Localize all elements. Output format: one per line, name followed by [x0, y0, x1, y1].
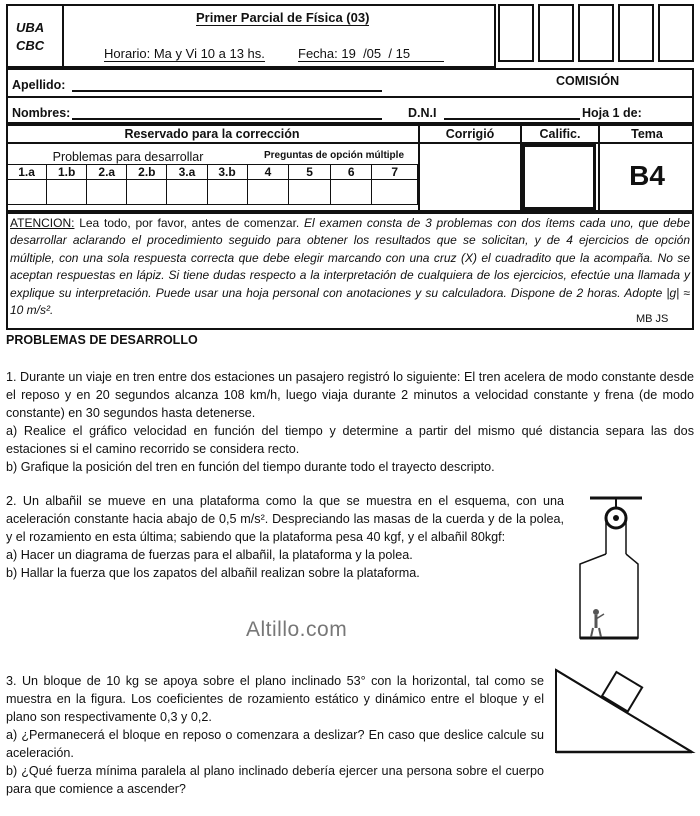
apellido-label: Apellido:	[12, 78, 66, 92]
p2-a: a) Hacer un diagrama de fuerzas para el albañil, la plataforma y la polea.	[6, 548, 413, 562]
score-cell[interactable]	[87, 180, 127, 205]
score-cell[interactable]	[47, 180, 87, 205]
problemas-label: Problemas para desarrollar	[52, 150, 204, 164]
p1-intro: 1. Durante un viaje en tren entre dos estaciones un pasajero registró lo siguiente: El tren acelera de modo constante desde el reposo y en 20 segundos alcanza 108 km/h, luego viaja durante 2 minutos a velocidad constante y frena (de modo constante) en 30 segundos hasta detenerse.	[6, 370, 694, 420]
horario-text: Horario: Ma y Vi 10 a 13 hs.	[104, 46, 265, 61]
score-cell[interactable]	[167, 180, 207, 205]
score-cell[interactable]	[247, 180, 289, 205]
col-2b: 2.b	[127, 165, 167, 180]
attention-text	[10, 215, 690, 319]
nombres-line[interactable]	[72, 118, 382, 120]
calific-label: Calific.	[539, 127, 581, 141]
section-title: PROBLEMAS DE DESARROLLO	[6, 333, 198, 347]
attention-italic: El examen consta de 3 problemas con dos ítems cada uno, que debe desarrollar aclarando el procedimiento seguido para obtener los resultados que se solicitan, y de 4 ejercicios de opción múltiple, con una sola respuesta correcta que debe elegir marcando con una cruz (X) el cuadradito que la acompaña. No se aceptan respuestas en lápiz. Si tiene dudas respecto a la interpretación de cualquiera de los ejercicios, efectúe una llamada y explique su interpretación. Puede usar una hoja personal con anotaciones y su calculadora. Dispone de 2 horas. Adopte |g| ≈ 10 m/s².	[10, 216, 691, 318]
fecha-year: / 15	[388, 46, 411, 61]
fecha-day: Fecha: 19	[298, 46, 356, 61]
personal-divider	[6, 96, 694, 98]
corner-box-1	[498, 4, 534, 62]
attention-label: ATENCION:	[10, 216, 75, 230]
col-3b: 3.b	[207, 165, 247, 180]
score-cell[interactable]	[207, 180, 247, 205]
attention-plain: Lea todo, por favor, antes de comenzar.	[74, 216, 304, 230]
calific-box[interactable]	[522, 144, 596, 210]
p2-b: b) Hallar la fuerza que los zapatos del albañil realizan sobre la plataforma.	[6, 566, 420, 580]
pulley-figure	[576, 494, 646, 644]
inclined-plane-figure	[552, 660, 696, 756]
p2-intro: 2. Un albañil se mueve en una plataforma como la que se muestra en el esquema, con una aceleración constante hacia abajo de 0,5 m/s². Despreciando las masas de la cuerda y de la polea, y el rozamiento en esta última; sabiendo que la plataforma pesa 40 kgf, y el albañil 80kgf:	[6, 494, 564, 544]
dni-line[interactable]	[444, 118, 580, 120]
score-cell[interactable]	[7, 180, 47, 205]
problem-1	[6, 368, 694, 476]
p1-b: b) Grafique la posición del tren en función del tiempo durante todo el trayecto descripto.	[6, 460, 495, 474]
watermark: Altillo.com	[246, 618, 348, 641]
reservado-label: Reservado para la corrección	[124, 127, 300, 141]
corner-box-5	[658, 4, 694, 62]
problem-3	[6, 672, 544, 798]
corner-box-3	[578, 4, 614, 62]
col-1a: 1.a	[7, 165, 47, 180]
apellido-line[interactable]	[72, 90, 382, 92]
tema-value: B4	[629, 160, 665, 191]
uba-cbc-divider	[62, 4, 64, 68]
fecha-text	[298, 46, 444, 62]
score-cell[interactable]	[372, 180, 418, 205]
comision-label: COMISIÓN	[556, 74, 620, 88]
uba-label: UBA	[16, 20, 45, 35]
corner-box-2	[538, 4, 574, 62]
p3-intro: 3. Un bloque de 10 kg se apoya sobre el plano inclinado 53° con la horizontal, tal como se muestra en la figura. Los coeficientes de rozamiento estático y dinámico entre el bloque y el plano son respectivamente 0,3 y 0,2.	[6, 674, 544, 724]
col-4: 4	[247, 165, 289, 180]
col-5: 5	[289, 165, 331, 180]
p3-b: b) ¿Qué fuerza mínima paralela al plano inclinado debería ejercer una persona sobre el cuerpo para que comience a ascender?	[6, 764, 544, 796]
nombres-label: Nombres:	[12, 106, 71, 120]
exam-title: Primer Parcial de Física (03)	[196, 10, 370, 25]
corrigio-label: Corrigió	[445, 127, 495, 141]
p3-a: a) ¿Permanecerá el bloque en reposo o comenzara a deslizar? En caso que deslice calcule su aceleración.	[6, 728, 544, 760]
corner-boxes	[496, 4, 694, 66]
cbc-label: CBC	[16, 38, 45, 53]
col-7: 7	[372, 165, 418, 180]
dni-label: D.N.I	[408, 106, 437, 120]
score-cell[interactable]	[330, 180, 372, 205]
tema-label: Tema	[631, 127, 663, 141]
score-table	[6, 164, 418, 205]
opcion-label: Preguntas de opción múltiple	[263, 150, 404, 161]
col-1b: 1.b	[47, 165, 87, 180]
fecha-month: /05	[363, 46, 382, 61]
col-3a: 3.a	[167, 165, 207, 180]
problem-2	[6, 492, 564, 582]
signature: MB JS	[636, 313, 669, 325]
score-cell[interactable]	[289, 180, 331, 205]
corner-box-4	[618, 4, 654, 62]
p1-a: a) Realice el gráfico velocidad en función del tiempo y determine a partir del mismo qué distancia separa las dos estaciones si el camino recorrido se considera recto.	[6, 424, 694, 456]
col-2a: 2.a	[87, 165, 127, 180]
hoja-label: Hoja 1 de:	[582, 106, 642, 120]
col-6: 6	[330, 165, 372, 180]
score-cell[interactable]	[127, 180, 167, 205]
